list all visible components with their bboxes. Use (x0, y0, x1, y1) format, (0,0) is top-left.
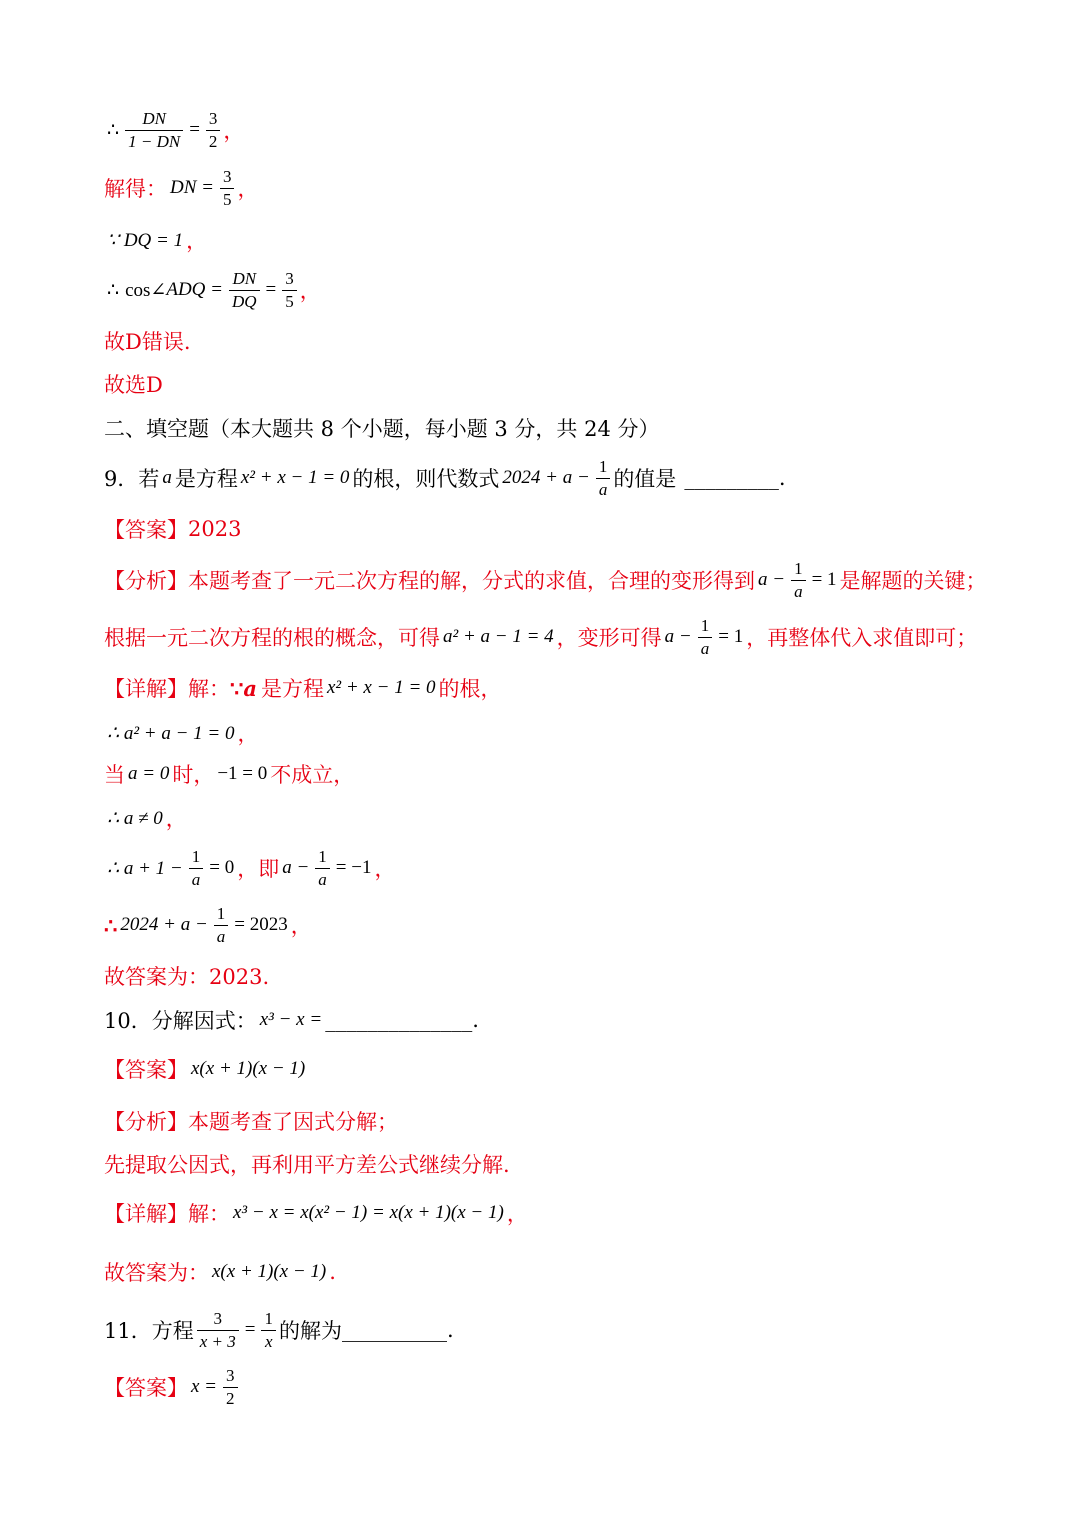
detail-text: 的根， (438, 677, 502, 701)
q9-detail-line-1 (104, 663, 502, 713)
analysis-text: 根据一元二次方程的根的概念，可得 (104, 626, 440, 650)
math-expression: ∴ a ≠ 0 (107, 807, 163, 829)
result-fraction (223, 1365, 238, 1410)
math-expression: a − (282, 857, 310, 878)
step-line-4 (104, 265, 321, 315)
period: . (472, 1008, 479, 1032)
fraction-denominator: 2 (206, 130, 221, 153)
variable-a: a (162, 467, 172, 488)
step-line-1 (104, 105, 244, 155)
answer-label: 【答案】 (104, 1376, 188, 1400)
answer-blank: __________ (341, 1318, 447, 1342)
fraction (596, 456, 611, 501)
result-fraction (282, 268, 297, 313)
question-text: 的根，则代数式 (352, 467, 500, 491)
period: . (446, 1318, 454, 1342)
comma: ， (186, 229, 208, 253)
comma: ， (223, 119, 245, 143)
q10-analysis-line-2: 先提取公因式，再利用平方差公式继续分解. (104, 1153, 510, 1177)
question-number: 9．若 (104, 467, 160, 491)
math-expression: ∴ a² + a − 1 = 0 (107, 722, 235, 744)
q9-analysis-line-2 (104, 612, 977, 662)
result-fraction (220, 166, 235, 211)
fraction-numerator: 1 (264, 1308, 273, 1328)
q9-answer (104, 504, 241, 554)
comma: ， (374, 857, 396, 881)
section-header: 二、填空题（本大题共 8 个小题，每小题 3 分，共 24 分） (104, 417, 660, 441)
equation: x² + x − 1 = 0 (240, 467, 350, 488)
comma: ， (165, 807, 187, 831)
q9-analysis-line-1 (104, 555, 987, 605)
question-text: 的解为 (278, 1319, 342, 1343)
fraction-numerator: 1 (318, 846, 327, 866)
detail-text: 是方程 (260, 677, 324, 701)
final-label: 故答案为： (104, 1261, 209, 1285)
fraction-denominator: 2 (223, 1387, 238, 1410)
fraction-denominator: x + 3 (197, 1330, 239, 1353)
fraction-denominator: a (791, 580, 806, 603)
fraction-numerator: 3 (226, 1365, 235, 1385)
q11-answer (104, 1362, 241, 1412)
math-expression: DN = (170, 177, 214, 198)
equals-sign: = (244, 1319, 256, 1340)
because-symbol: ∵ (230, 675, 244, 701)
math-expression: −1 = 0 (217, 763, 268, 784)
answer-blank: ______________ (325, 1008, 473, 1032)
therefore-symbol: ∴ (107, 119, 120, 141)
analysis-text: 本题考查了因式分解； (188, 1110, 398, 1134)
fraction-denominator: 1 − DN (125, 130, 183, 153)
fraction-numerator: DN (142, 108, 166, 128)
q10-answer (104, 1044, 308, 1094)
fraction-denominator: a (596, 478, 611, 501)
math-expression: a − (758, 569, 786, 590)
q9-detail-line-3 (104, 749, 354, 799)
fraction (315, 846, 330, 891)
comma: ， (237, 177, 259, 201)
math-expression: 2024 + a − (502, 467, 590, 488)
math-expression: = 2023 (234, 914, 288, 935)
fraction (189, 846, 204, 891)
analysis-text: ，变形可得 (556, 626, 662, 650)
period: . (778, 466, 786, 490)
math-expression: = 1 (811, 569, 837, 590)
fraction-numerator: DN (232, 268, 257, 288)
choice-line: 故选D (104, 373, 163, 397)
fraction-numerator: 3 (208, 108, 218, 128)
math-expression: 2024 + a − (120, 914, 208, 935)
analysis-text: ，再整体代入求值即可； (746, 626, 978, 650)
fraction-denominator: 5 (282, 290, 297, 313)
fraction (791, 558, 806, 603)
equals-sign: = (265, 279, 277, 300)
angle-name: ADQ = (166, 279, 223, 300)
comma: ， (299, 279, 321, 303)
math-expression: x = (191, 1376, 218, 1397)
conclusion-line: 故D错误. (104, 330, 191, 354)
math-expression: a² + a − 1 = 4 (443, 626, 554, 647)
fraction-denominator: x (261, 1330, 276, 1353)
question-number: 11．方程 (104, 1319, 194, 1343)
detail-label: 【详解】 (104, 1202, 188, 1226)
analysis-label: 【分析】 (104, 569, 188, 593)
q10-question (104, 995, 479, 1045)
math-expression: a = 0 (128, 763, 170, 784)
fraction (261, 1308, 276, 1353)
fraction-denominator: 5 (220, 188, 235, 211)
therefore-symbol: ∴ (104, 912, 118, 938)
fraction-numerator: 1 (598, 456, 608, 476)
question-number: 10．分解因式： (104, 1009, 257, 1033)
q10-final-answer (104, 1247, 336, 1297)
step-line-2 (104, 163, 258, 213)
math-expression: a − (664, 626, 692, 647)
comma: ， (237, 722, 259, 746)
step-line-3 (104, 215, 207, 265)
question-text: 的值是 (613, 467, 677, 491)
fraction-denominator: DQ (229, 290, 260, 313)
detail-text: 解： (188, 677, 230, 701)
variable-a: a (243, 675, 257, 701)
detail-label: 【详解】 (104, 677, 188, 701)
therefore-symbol: ∴ (107, 279, 120, 301)
fraction (197, 1308, 239, 1353)
q9-detail-line-6 (104, 900, 312, 950)
analysis-text: 本题考查了一元二次方程的解，分式的求值，合理的变形得到 (188, 569, 755, 593)
fraction-denominator: a (698, 637, 713, 660)
fraction-denominator: a (189, 868, 204, 891)
result-fraction (206, 108, 221, 153)
fraction-numerator: 1 (794, 558, 803, 578)
fraction (698, 615, 713, 660)
q9-final-answer: 故答案为：2023. (104, 965, 270, 989)
solve-label: 解得： (104, 177, 167, 201)
math-expression: ∴ a + 1 − (107, 857, 183, 879)
math-expression: x(x + 1)(x − 1) (212, 1261, 327, 1282)
q9-detail-line-5 (104, 843, 395, 893)
detail-text: 不成立， (270, 763, 355, 787)
fraction-denominator: a (214, 925, 229, 948)
fraction-numerator: 3 (222, 166, 232, 186)
math-expression: = −1 (335, 857, 372, 878)
fraction (229, 268, 260, 313)
answer-label: 【答案】 (104, 1058, 188, 1082)
equation: x² + x − 1 = 0 (326, 677, 436, 698)
fraction (125, 108, 183, 153)
math-expression: ∵ DQ = 1 (107, 229, 184, 251)
q10-detail-line (104, 1188, 528, 1238)
comma: ， (506, 1202, 528, 1226)
q9-question (104, 453, 786, 503)
period: . (329, 1260, 336, 1284)
math-expression: x³ − x = x(x² − 1) = x(x + 1)(x − 1) (233, 1202, 504, 1223)
detail-text: 当 (104, 763, 125, 787)
comma: ， (290, 914, 312, 938)
equals-sign: = (189, 119, 200, 140)
math-expression: = 1 (718, 626, 744, 647)
detail-text: 解： (188, 1202, 230, 1226)
fraction-denominator: a (315, 868, 330, 891)
analysis-text: 是解题的关键； (839, 569, 987, 593)
question-text: 是方程 (174, 467, 238, 491)
fraction-numerator: 1 (191, 846, 201, 866)
fraction-numerator: 3 (213, 1308, 222, 1328)
math-expression: x³ − x = (259, 1009, 323, 1030)
detail-text: ，即 (237, 857, 280, 881)
fraction-numerator: 1 (700, 615, 710, 635)
math-expression: = 0 (209, 857, 235, 878)
detail-text: 时， (172, 763, 215, 787)
answer-blank: _________ (684, 466, 779, 490)
cos-function: cos∠ (125, 279, 167, 301)
analysis-label: 【分析】 (104, 1110, 188, 1134)
q9-detail-line-4 (104, 793, 187, 843)
answer-label: 【答案】 (104, 518, 188, 542)
fraction-numerator: 3 (285, 268, 294, 288)
answer-value: x(x + 1)(x − 1) (191, 1058, 306, 1079)
fraction-numerator: 1 (216, 903, 226, 923)
q11-question (104, 1305, 454, 1355)
answer-value: 2023 (188, 517, 242, 541)
fraction (214, 903, 229, 948)
